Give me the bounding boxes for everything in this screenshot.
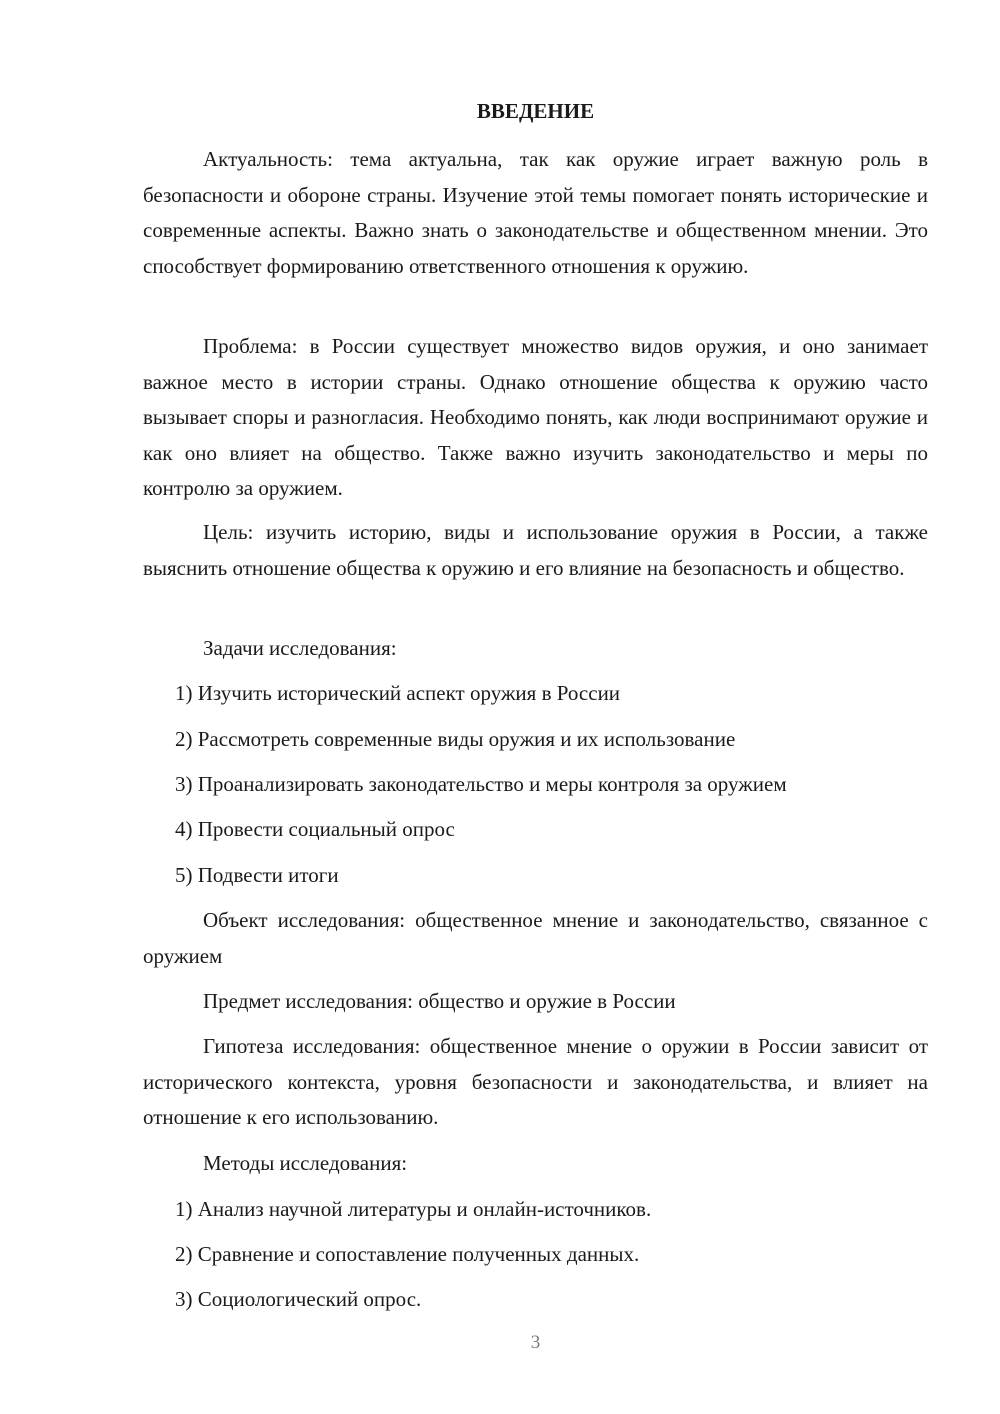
goal-paragraph: Цель: изучить историю, виды и использование оружия в России, а также выяснить отношение общества к оружию и его влияние на безопасность и общество. — [143, 520, 928, 580]
subject-paragraph: Предмет исследования: общество и оружие в России — [203, 989, 676, 1013]
methods-heading: Методы исследования: — [203, 1151, 408, 1175]
relevance-paragraph: Актуальность: тема актуальна, так как оружие играет важную роль в безопасности и обороне страны. Изучение этой темы помогает понять исторические и современные аспекты. Важно знать о законодательстве и общественном мнении. Это способствует формированию ответственного отношения к оружию. — [143, 147, 928, 278]
list-item: 2) Рассмотреть современные виды оружия и их использование — [175, 727, 736, 751]
list-item: 1) Анализ научной литературы и онлайн-источников. — [175, 1197, 652, 1221]
hypothesis-paragraph: Гипотеза исследования: общественное мнение о оружии в России зависит от исторического контекста, уровня безопасности и законодательства, и влияет на отношение к его использованию. — [143, 1034, 928, 1130]
page-number: 3 — [530, 1332, 541, 1353]
object-paragraph: Объект исследования: общественное мнение и законодательство, связанное с оружием — [143, 908, 928, 968]
list-item: 2) Сравнение и сопоставление полученных данных. — [175, 1242, 640, 1266]
list-item: 3) Проанализировать законодательство и меры контроля за оружием — [175, 772, 787, 796]
list-item: 1) Изучить исторический аспект оружия в России — [175, 681, 621, 705]
list-item: 4) Провести социальный опрос — [175, 817, 455, 841]
list-item: 5) Подвести итоги — [175, 863, 339, 887]
document-page — [143, 0, 928, 1414]
problem-paragraph: Проблема: в России существует множество видов оружия, и оно занимает важное место в истории страны. Однако отношение общества к оружию часто вызывает споры и разногласия. Необходимо понять, как люди воспринимают оружие и как оно влияет на общество. Также важно изучить законодательство и меры по контролю за оружием. — [143, 334, 928, 501]
list-item: 3) Социологический опрос. — [175, 1287, 422, 1311]
page-title: ВВЕДЕНИЕ — [476, 99, 595, 123]
tasks-heading: Задачи исследования: — [203, 636, 397, 660]
